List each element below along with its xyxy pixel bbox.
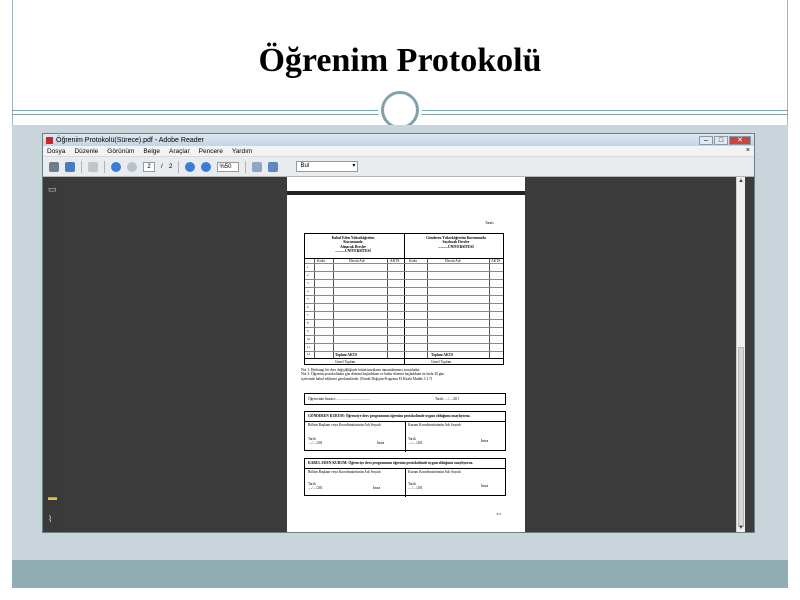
page-number-input[interactable]: 2 xyxy=(143,162,155,172)
col-header-course: Dersin Adı xyxy=(349,259,365,263)
receiving-right-date: ..../..../201 xyxy=(408,486,423,490)
table-row-line xyxy=(305,263,503,264)
sending-right-label: Kurum Koordinatörünün Adı Soyadı xyxy=(408,423,461,427)
student-signature-box xyxy=(304,393,506,405)
comments-icon[interactable]: ▬ xyxy=(48,492,57,502)
menu-bar xyxy=(43,146,754,157)
table-row-line xyxy=(305,319,503,320)
page-top-strip xyxy=(287,191,525,195)
slide-title: Öğrenim Protokolü xyxy=(258,42,542,79)
row-number: 6 xyxy=(307,305,309,309)
receiving-left-signature: İmza xyxy=(373,486,381,490)
window-title: Öğrenim Protokolü(Sürece).pdf - Adobe Reader xyxy=(56,136,204,144)
table-row-line xyxy=(305,303,503,304)
toolbar-separator xyxy=(178,161,179,173)
row-number: 10 xyxy=(307,337,310,341)
search-input[interactable]: Bul ▾ xyxy=(296,161,358,172)
menu-dosya[interactable]: Dosya xyxy=(47,147,66,155)
host-line-2: Sayılacak Dersler xyxy=(442,240,470,245)
toolbar-separator xyxy=(104,161,105,173)
toolbar xyxy=(43,157,754,177)
print-icon[interactable] xyxy=(49,162,59,172)
host-line-1: Gönderen Yükseköğretim Kurumunda xyxy=(426,236,486,240)
col-header-code: Kodu xyxy=(317,259,325,263)
menu-araclar[interactable]: Araçlar xyxy=(169,147,190,155)
page-header-right: Tarafı xyxy=(485,221,494,225)
col-header-code-2: Kodu xyxy=(409,259,417,263)
sending-right-date: ..../..../201 xyxy=(408,441,423,445)
receiving-right-signature: İmza xyxy=(481,484,489,488)
zoom-out-icon[interactable] xyxy=(185,162,195,172)
note-1: Not 1: Herhangi bir ders değişikliğinde bütün imzaların tamamlanması zorunludur. xyxy=(301,368,421,372)
grand-total-right: Genel Toplam xyxy=(431,360,452,364)
zoom-select[interactable]: %50 xyxy=(217,162,239,172)
vertical-scrollbar[interactable] xyxy=(736,177,745,532)
total-ects-right: Toplam AKTS xyxy=(431,353,454,357)
row-number: 1 xyxy=(307,265,309,269)
table-row-line xyxy=(305,279,503,280)
close-button[interactable]: ✕ xyxy=(729,136,751,145)
menu-yardim[interactable]: Yardım xyxy=(231,147,253,155)
maximize-button[interactable]: □ xyxy=(714,136,728,145)
home-line-2: Kurumunda xyxy=(343,240,363,245)
home-line-3: Alınacak Dersler xyxy=(339,244,367,249)
zoom-in-icon[interactable] xyxy=(201,162,211,172)
sending-left-date-label: Tarih xyxy=(308,437,316,441)
pdf-icon xyxy=(46,137,53,144)
sending-left-signature: İmza xyxy=(377,441,385,445)
table-row-line xyxy=(305,271,503,272)
page-separator: / xyxy=(161,163,163,170)
col-header-course-2: Dersin Adı xyxy=(445,259,461,263)
next-page-icon[interactable] xyxy=(127,162,137,172)
row-number: 8 xyxy=(307,321,309,325)
note-2: Not 2: Öğrenim protokolünün güz dönemi başladıktan ve bahar dönemi başladıktan en fazla 30 gün xyxy=(301,372,445,377)
receiving-right-date-label: Tarih xyxy=(408,482,416,486)
toolbar-separator xyxy=(245,161,246,173)
receiving-institution-box xyxy=(304,458,506,496)
row-number: 12 xyxy=(307,352,310,356)
home-line-4: ...........ÜNİVERSİTESİ xyxy=(335,248,371,253)
table-row-line xyxy=(305,258,503,259)
row-number: 9 xyxy=(307,329,309,333)
row-number: 3 xyxy=(307,281,309,285)
total-pages: 2 xyxy=(168,163,173,170)
menu-belge[interactable]: Belge xyxy=(143,147,161,155)
reader-content xyxy=(43,177,754,532)
sending-right-signature: İmza xyxy=(481,439,489,443)
menu-pencere[interactable]: Pencere xyxy=(198,147,223,155)
table-row-line xyxy=(305,311,503,312)
sending-right-date-label: Tarih xyxy=(408,437,416,441)
sending-left-label: Bölüm Başkanı veya Koordinatörünün Adı Soyadı xyxy=(308,423,381,427)
row-number: 4 xyxy=(307,289,309,293)
sending-institution-box xyxy=(304,411,506,451)
window-controls xyxy=(699,136,754,145)
navigation-pane xyxy=(43,177,63,532)
home-institution-header xyxy=(311,236,395,253)
host-line-3: ...........ÜNİVERSİTESİ xyxy=(438,244,474,249)
table-row-line xyxy=(305,287,503,288)
minimize-button[interactable]: – xyxy=(699,136,713,145)
table-row-line xyxy=(305,295,503,296)
receiving-left-date-label: Tarih xyxy=(308,482,316,486)
col-header-ects: AKTS xyxy=(390,259,400,263)
table-row-line xyxy=(305,351,503,352)
receiving-left-label: Bölüm Başkanı veya Koordinatörünün Adı Soyadı xyxy=(308,470,381,474)
slide-footer-band xyxy=(12,560,788,588)
scroll-down-icon[interactable]: ▼ xyxy=(738,525,744,531)
scroll-thumb[interactable] xyxy=(738,347,744,527)
toolbar-separator xyxy=(81,161,82,173)
pages-panel-icon[interactable]: ▭ xyxy=(48,184,57,194)
student-signature-line: Öğrencinin İmzası: ..................................... xyxy=(308,397,370,401)
note-3: içerisinde kabul edilmesi gerekmektedir. (Farabi Değişim Programı El Kitabı Madde 3.1.7) xyxy=(301,376,433,381)
previous-page-icon[interactable] xyxy=(111,162,121,172)
total-ects-left: Toplam AKTS xyxy=(335,353,358,357)
sending-left-date: ..../..../201 xyxy=(308,441,323,445)
fit-page-icon[interactable] xyxy=(252,162,262,172)
box-divider xyxy=(405,468,406,497)
row-number: 2 xyxy=(307,273,309,277)
page-footer-number: 2/2 xyxy=(496,512,501,516)
attachments-icon[interactable]: ⌇ xyxy=(48,514,53,524)
hand-tool-icon[interactable] xyxy=(88,162,98,172)
window-titlebar[interactable] xyxy=(43,134,754,146)
table-row-line xyxy=(305,358,503,359)
menu-duzenle[interactable]: Düzenle xyxy=(74,147,99,155)
table-row-line xyxy=(305,343,503,344)
row-number: 5 xyxy=(307,297,309,301)
col-header-ects-2: AKTS xyxy=(491,259,501,263)
fit-width-icon[interactable] xyxy=(268,162,278,172)
table-row-line xyxy=(305,335,503,336)
email-icon[interactable] xyxy=(65,162,75,172)
receiving-right-label: Kurum Koordinatörünün Adı Soyadı xyxy=(408,470,461,474)
table-row-line xyxy=(305,327,503,328)
box-divider xyxy=(405,421,406,452)
row-number: 7 xyxy=(307,313,309,317)
receiving-left-date: ..../..../201 xyxy=(308,486,323,490)
student-date: Tarih: ..../..../201 xyxy=(435,397,460,401)
receiving-institution-header: KABUL EDEN KURUM: Öğrenciye ders programının öğrenim protokolünde uygun olduğunu onaylıyoruz. xyxy=(308,461,474,465)
pdf-page xyxy=(287,177,525,532)
adobe-reader-window xyxy=(42,133,755,533)
host-institution-header xyxy=(409,236,503,249)
notes-block xyxy=(301,368,516,381)
menu-gorunum[interactable]: Görünüm xyxy=(107,147,135,155)
decorative-circle xyxy=(381,91,419,129)
table-divider xyxy=(404,234,405,364)
document-close-icon[interactable]: × xyxy=(745,147,750,154)
home-line-1: Kabul Eden Yükseköğretim xyxy=(331,236,375,240)
document-area[interactable] xyxy=(63,177,745,532)
sending-institution-header: GÖNDEREN KURUM: Öğrenciye ders programının öğrenim protokolünde uygun olduğunu onaylıyoruz. xyxy=(308,414,471,418)
course-table xyxy=(304,233,504,365)
scroll-up-icon[interactable]: ▲ xyxy=(738,178,744,184)
grand-total-left: Genel Toplam xyxy=(335,360,356,364)
row-number: 11 xyxy=(307,345,310,349)
